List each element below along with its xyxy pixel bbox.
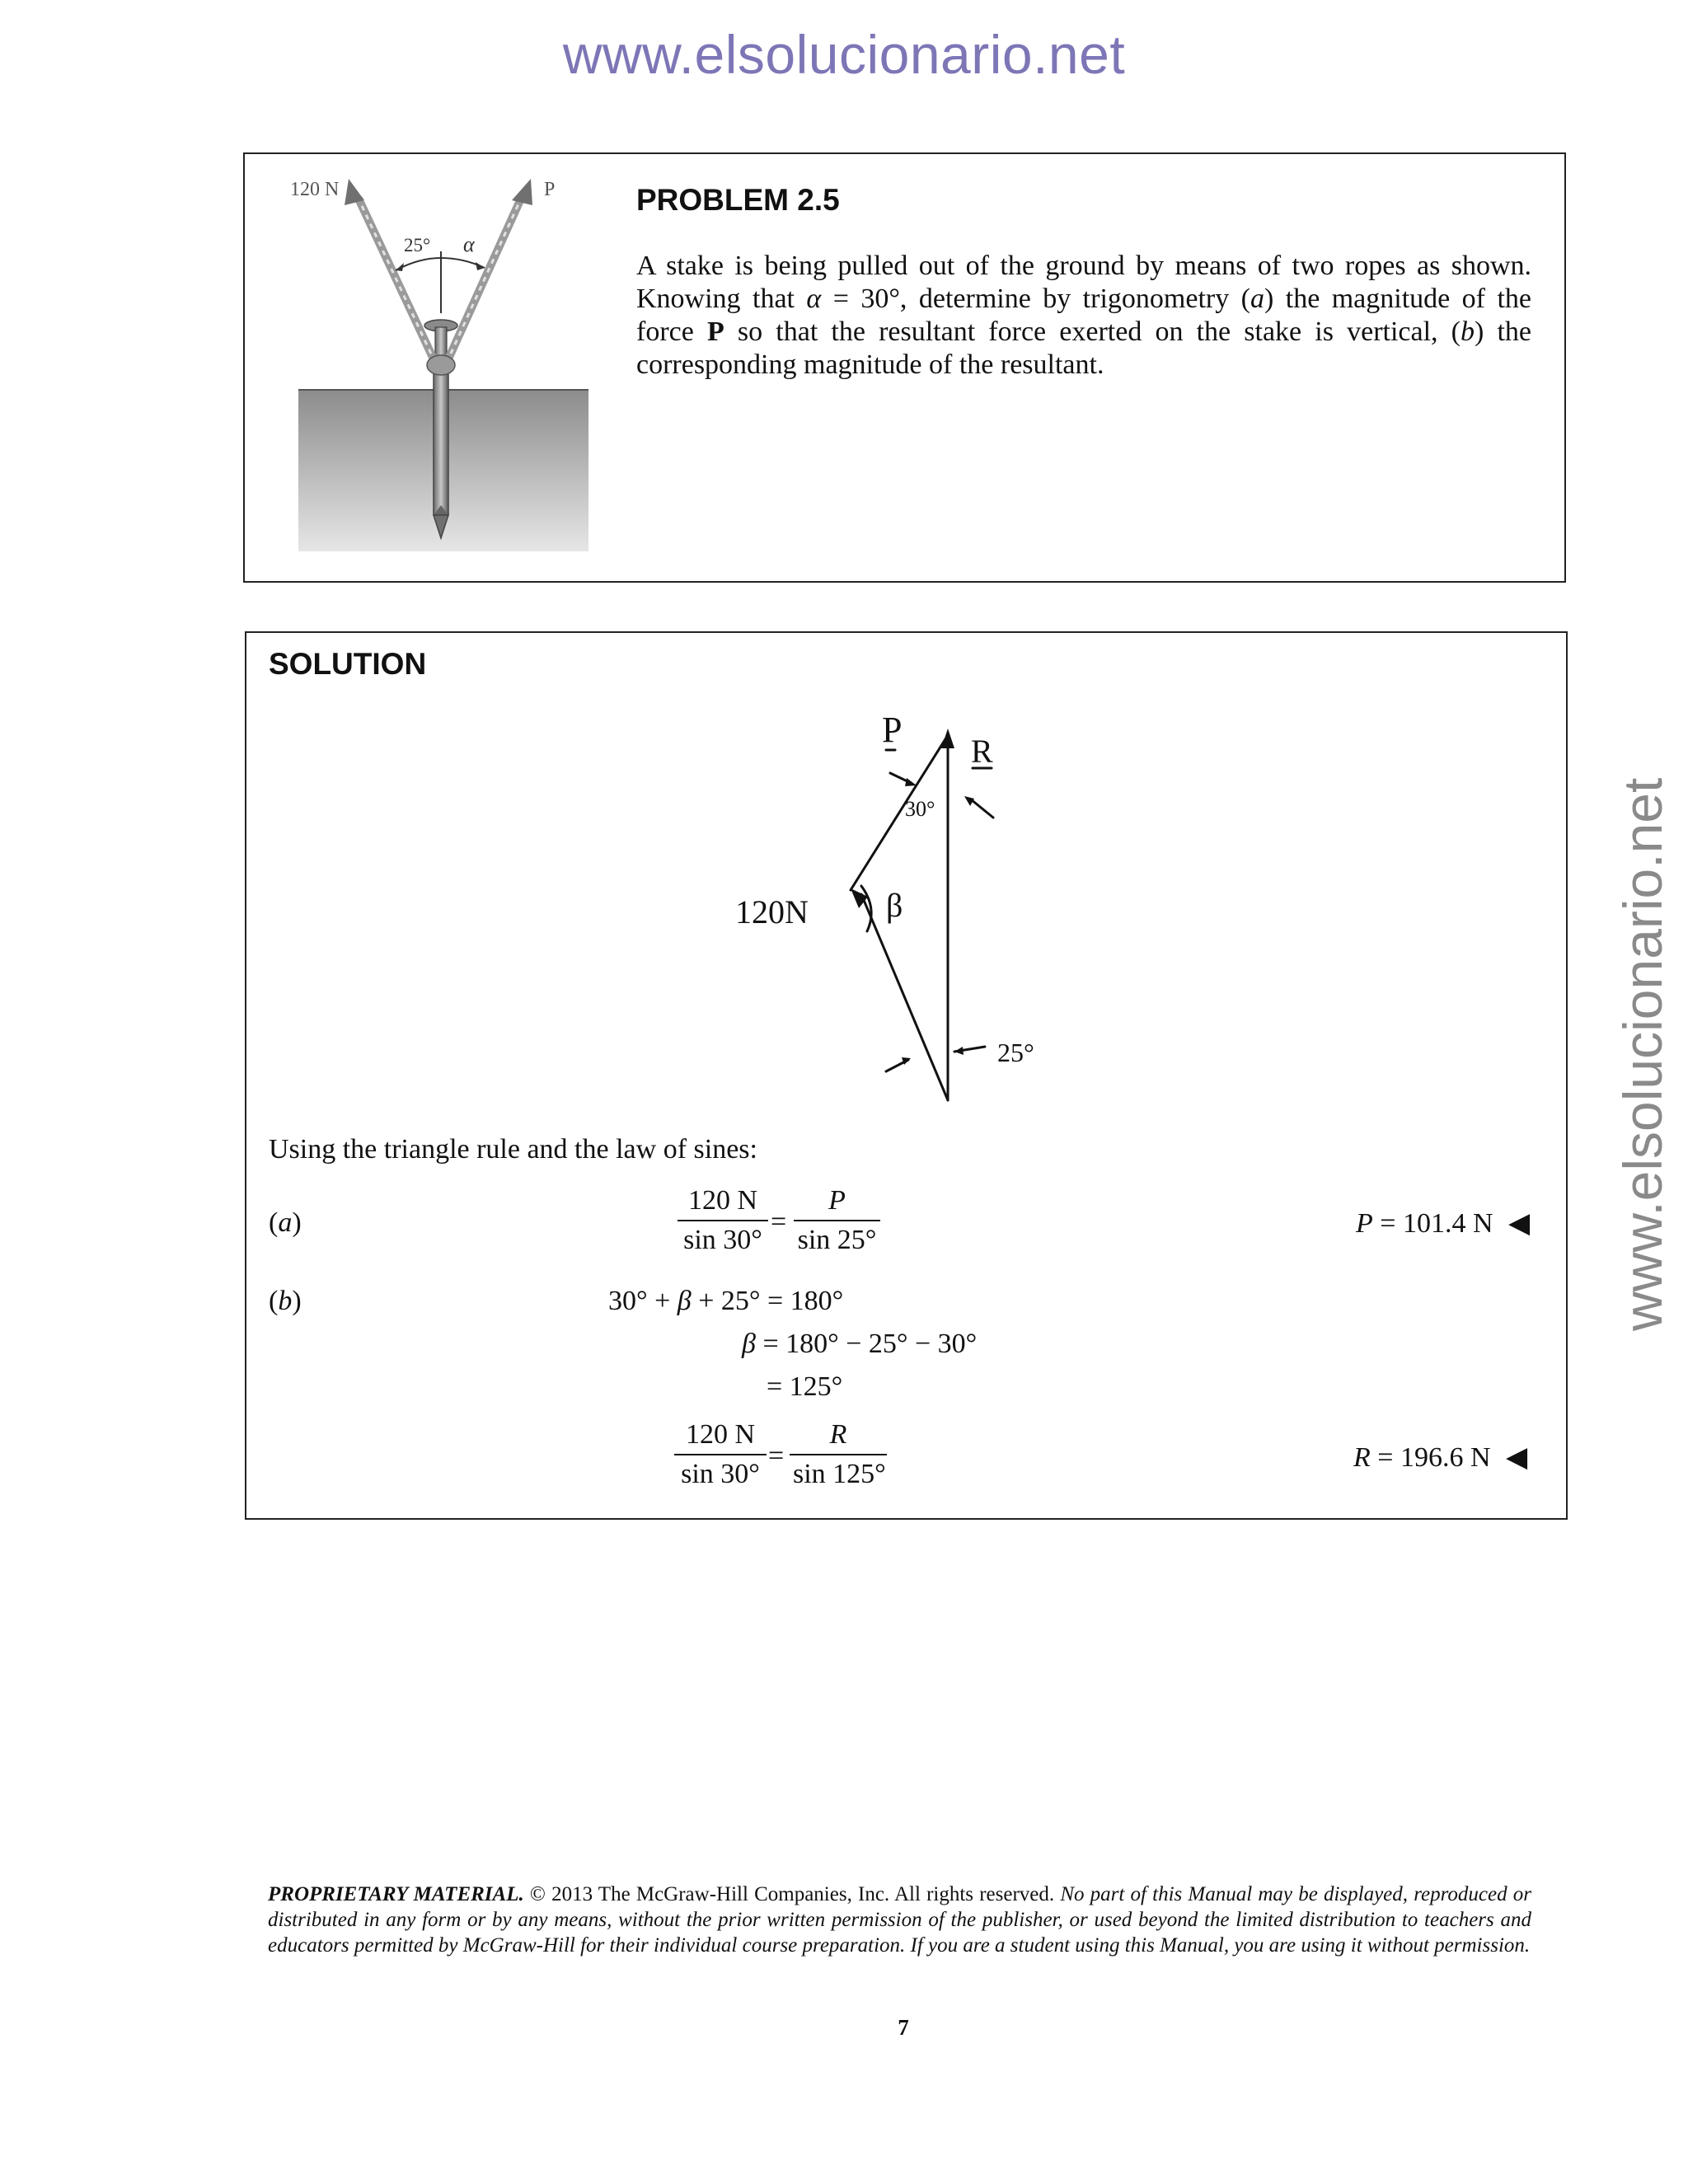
frac-numerator bbox=[790, 1419, 887, 1455]
frac-denominator: sin 30° bbox=[681, 1459, 760, 1489]
problem-title: PROBLEM 2.5 bbox=[636, 183, 840, 217]
statement-part: = 30°, determine by trigonometry ( bbox=[821, 284, 1250, 314]
eq-text: = 180° − 25° − 30° bbox=[755, 1329, 978, 1359]
answer-var: P bbox=[1356, 1208, 1373, 1239]
watermark-top: www.elsolucionario.net bbox=[562, 24, 1126, 85]
copyright-footer bbox=[268, 1882, 1531, 1958]
part-b-line2 bbox=[742, 1329, 977, 1360]
part-a-answer bbox=[1356, 1207, 1530, 1240]
var-r: R bbox=[829, 1419, 847, 1450]
part-b-letter: b bbox=[278, 1286, 293, 1316]
page-number: 7 bbox=[898, 2015, 909, 2040]
right-force-label: P bbox=[544, 179, 556, 200]
alpha-symbol: α bbox=[806, 284, 822, 314]
stake-shaft bbox=[434, 363, 448, 515]
part-b-lhs-fraction bbox=[674, 1419, 767, 1490]
footer-bold: PROPRIETARY MATERIAL. bbox=[268, 1883, 524, 1905]
stake-figure bbox=[272, 169, 602, 556]
force-arrow-right-head bbox=[512, 179, 532, 205]
part-a-ref: a bbox=[1250, 284, 1264, 314]
sketch-force-label: 120N bbox=[735, 893, 809, 930]
footer-plain: © 2013 The McGraw-Hill Companies, Inc. All rights reserved. bbox=[523, 1883, 1061, 1905]
statement-part: ) the magnitude of the force bbox=[636, 284, 1531, 347]
eq-text: + 25° = 180° bbox=[691, 1286, 844, 1316]
part-b-equals: = bbox=[768, 1441, 785, 1471]
frac-denominator: sin 25° bbox=[797, 1225, 877, 1255]
solution-title: SOLUTION bbox=[269, 647, 427, 681]
part-a-rhs-fraction bbox=[794, 1185, 880, 1256]
answer-value: = 101.4 N bbox=[1380, 1208, 1493, 1239]
left-angle-label: 25° bbox=[404, 235, 431, 255]
footer-italic: No part of this Manual may be displayed, reproduced or distributed in any form or by any means, without the prior written permission of the publisher, or used beyond the limited distribution to teachers and educators permitted by McGraw-Hill for their individual course preparation. If you are a student using this Manual, you are using it without permission. bbox=[268, 1883, 1531, 1957]
eq-text: 30° + bbox=[608, 1286, 678, 1316]
sketch-line-120n bbox=[861, 894, 948, 1100]
sketch-beta-label: β bbox=[886, 887, 903, 924]
solution-intro: Using the triangle rule and the law of sines: bbox=[269, 1134, 757, 1165]
sketch-bottom-angle: 25° bbox=[997, 1038, 1034, 1067]
part-b-ref: b bbox=[1461, 316, 1475, 347]
sketch-top-angle: 30° bbox=[905, 797, 935, 821]
answer-marker: ◀ bbox=[1508, 1208, 1531, 1239]
part-a-label: (a) bbox=[269, 1207, 302, 1238]
force-p-ref: P bbox=[706, 316, 724, 347]
sketch-arrowhead-top bbox=[941, 729, 954, 748]
part-b-line3: = 125° bbox=[767, 1371, 843, 1402]
force-triangle-sketch bbox=[709, 692, 1104, 1129]
statement-part: so that the resultant force exerted on the stake is vertical, ( bbox=[724, 316, 1461, 347]
frac-numerator bbox=[794, 1185, 880, 1221]
beta-symbol: β bbox=[742, 1329, 756, 1359]
beta-symbol: β bbox=[677, 1286, 692, 1316]
right-angle-label: α bbox=[463, 232, 475, 256]
sketch-p-label: P bbox=[882, 710, 903, 750]
left-force-label: 120 N bbox=[290, 179, 340, 200]
var-p: P bbox=[828, 1185, 846, 1216]
part-b-answer bbox=[1353, 1441, 1527, 1474]
sketch-r-label: R bbox=[971, 733, 993, 770]
answer-var: R bbox=[1353, 1442, 1371, 1473]
frac-denominator: sin 125° bbox=[793, 1459, 886, 1489]
frac-numerator: 120 N bbox=[678, 1185, 768, 1221]
answer-marker: ◀ bbox=[1506, 1442, 1528, 1473]
part-b-label: (b) bbox=[269, 1286, 302, 1316]
answer-value: = 196.6 N bbox=[1377, 1442, 1491, 1473]
part-a-lhs-fraction bbox=[678, 1185, 768, 1256]
statement-part: A stake is being pulled out of the ground by means of two ropes as shown. Knowing that bbox=[636, 251, 1531, 314]
part-b-rhs-fraction bbox=[790, 1419, 887, 1490]
part-a-equals: = bbox=[771, 1207, 787, 1237]
watermark-side: www.elsolucionario.net bbox=[1612, 777, 1673, 1331]
problem-statement bbox=[636, 250, 1531, 382]
statement-part: ) the corresponding magnitude of the resultant. bbox=[636, 316, 1532, 380]
frac-denominator: sin 30° bbox=[683, 1225, 762, 1255]
part-a-letter: a bbox=[278, 1207, 293, 1238]
part-b-line1 bbox=[608, 1286, 843, 1317]
frac-numerator: 120 N bbox=[674, 1419, 767, 1455]
